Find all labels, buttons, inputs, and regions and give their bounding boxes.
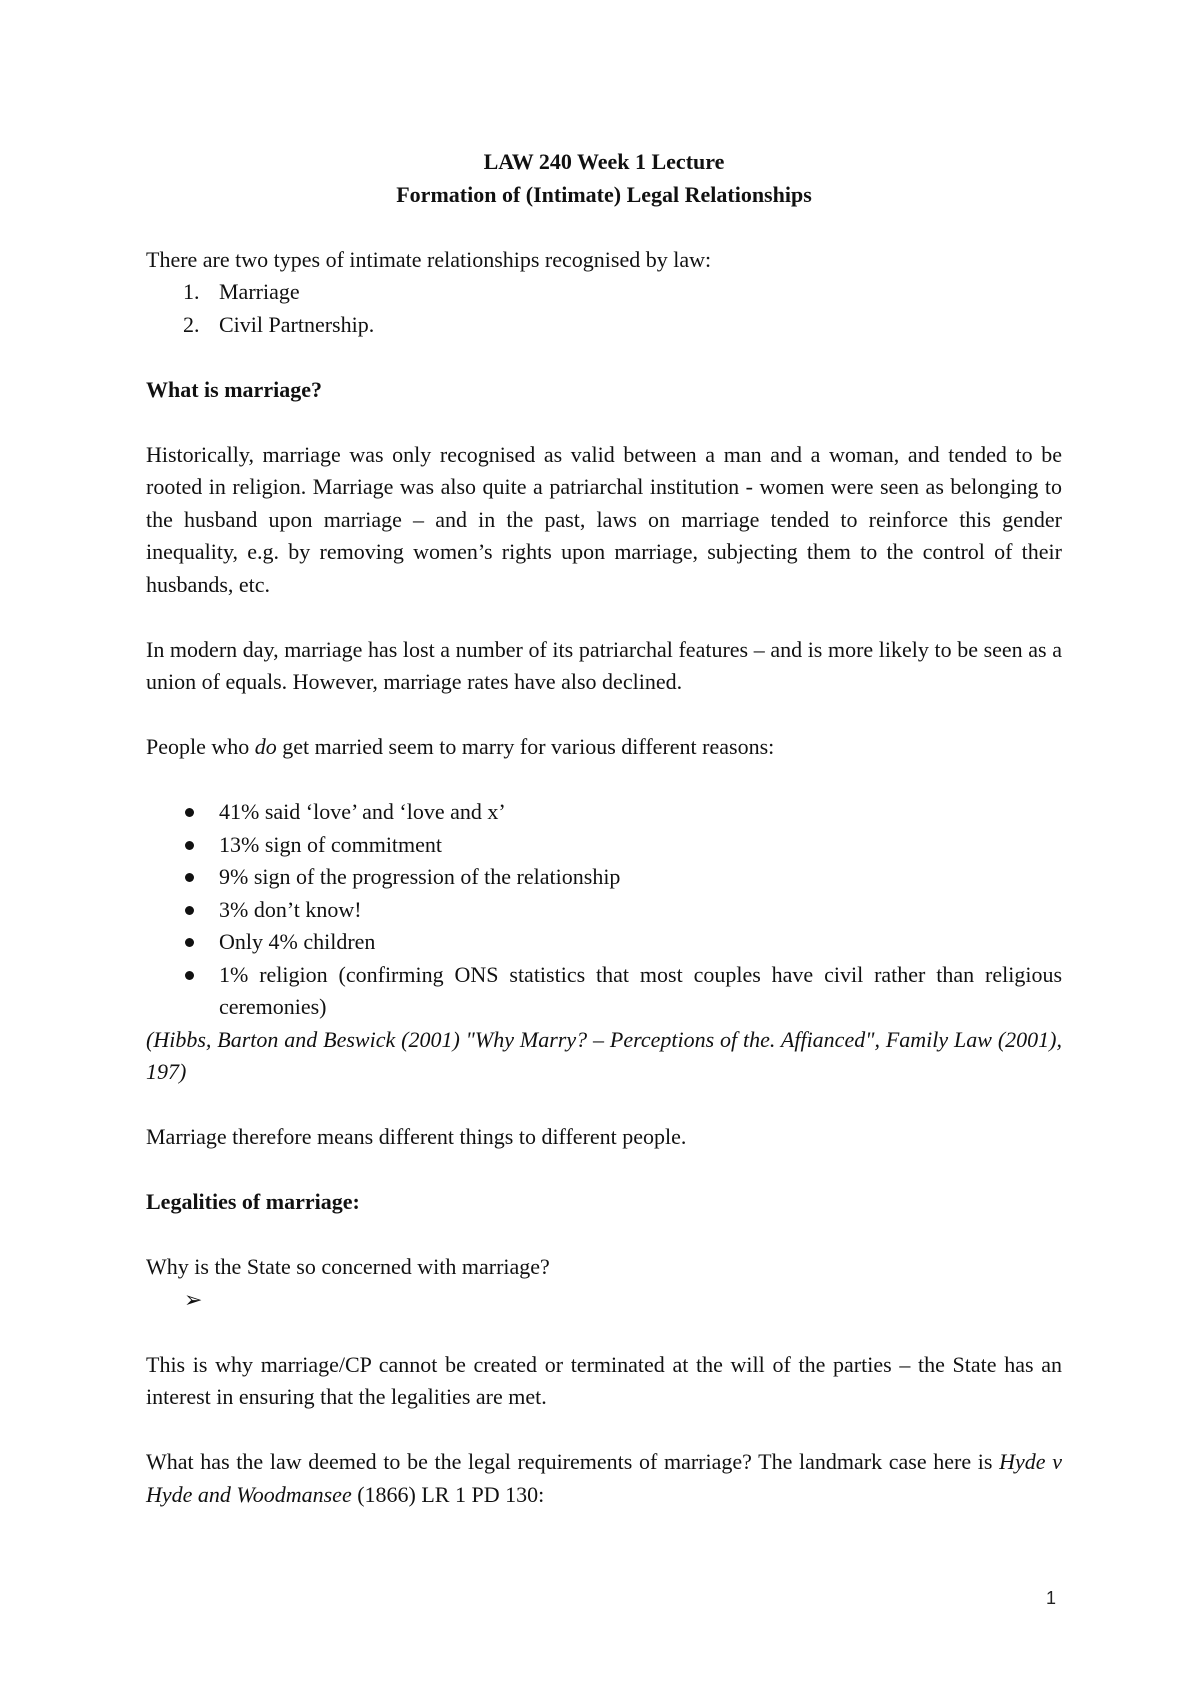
spacer [146, 1316, 1062, 1349]
spacer [146, 764, 1062, 797]
document-title: LAW 240 Week 1 Lecture [483, 149, 725, 174]
document-subtitle: Formation of (Intimate) Legal Relationships [396, 181, 812, 207]
bullet-icon [185, 938, 194, 947]
arrow-bullet-line [146, 1284, 1062, 1317]
text-run: People who [146, 734, 255, 759]
spacer [146, 1219, 1062, 1252]
list-item [146, 861, 1062, 894]
spacer [146, 601, 1062, 634]
paragraph-question: Why is the State so concerned with marriage? [146, 1254, 550, 1279]
spacer [146, 211, 1062, 244]
list-item-label: 13% sign of commitment [219, 831, 443, 857]
text-run: What has the law deemed to be the legal requirements of marriage? The landmark case here is [146, 1449, 1000, 1474]
reasons-list [146, 796, 1062, 1024]
spacer [146, 1414, 1062, 1447]
bullet-icon [185, 841, 194, 850]
paragraph-reasons-intro [146, 731, 1062, 764]
list-item-label: 9% sign of the progression of the relationship [219, 864, 621, 889]
relationship-types-list [146, 276, 1062, 341]
list-item-label: 41% said ‘love’ and ‘love and x’ [219, 799, 506, 824]
spacer [146, 406, 1062, 439]
spacer [146, 699, 1062, 732]
spacer [146, 1089, 1062, 1122]
list-item [146, 894, 1062, 927]
list-item-label: 3% don’t know! [219, 896, 362, 922]
paragraph-legal-requirements [146, 1446, 1062, 1511]
arrow-bullet-icon: ➢ [184, 1286, 203, 1312]
section-heading-marriage: What is marriage? [146, 376, 322, 402]
intro-text: There are two types of intimate relationships recognised by law: [146, 246, 712, 272]
spacer [146, 341, 1062, 374]
list-item [146, 829, 1062, 862]
list-item [146, 796, 1062, 829]
list-number: 1. [183, 279, 200, 304]
list-item-label: Only 4% children [219, 929, 376, 954]
document-body [146, 146, 1062, 1511]
paragraph-modern-day: In modern day, marriage has lost a number of its patriarchal features – and is more likely to be seen as a union of equals. However, marriage rates have also declined. [146, 636, 1062, 694]
list-number: 2. [183, 311, 200, 337]
list-item [146, 276, 1062, 309]
bullet-icon [185, 873, 194, 882]
paragraph-conclusion: Marriage therefore means different things to different people. [146, 1124, 687, 1149]
list-item [146, 959, 1062, 1024]
list-item-label: Civil Partnership. [219, 311, 375, 337]
text-run: (1866) LR 1 PD 130: [351, 1481, 545, 1507]
list-item [146, 309, 1062, 342]
page-number: 1 [1046, 1588, 1057, 1608]
list-item [146, 926, 1062, 959]
citation: (Hibbs, Barton and Beswick (2001) "Why Marry? – Perceptions of the. Affianced", Family Law (2001), 197) [146, 1026, 1062, 1084]
text-run: get married seem to marry for various different reasons: [276, 734, 775, 759]
bullet-icon [185, 808, 194, 817]
paragraph-state-interest: This is why marriage/CP cannot be created or terminated at the will of the parties – the State has an interest in ensuring that the legalities are met. [146, 1351, 1062, 1409]
emphasis-text: do [254, 734, 277, 759]
case-name: Hyde v Hyde and Woodmansee [146, 1449, 1062, 1507]
list-item-label: Marriage [219, 279, 300, 304]
list-item-label: 1% religion (confirming ONS statistics that most couples have civil rather than religious ceremonies) [219, 961, 1062, 1019]
spacer [146, 1154, 1062, 1187]
section-heading-legalities: Legalities of marriage: [146, 1189, 360, 1214]
paragraph-history: Historically, marriage was only recognised as valid between a man and a woman, and tended to be rooted in religion. Marriage was also quite a patriarchal institution - women were seen as belonging to the husband upon marriage – and in the past, laws on marriage tended to reinforce this gender inequality, e.g. by removing women’s rights upon marriage, subjecting them to the control of their husbands, etc. [146, 441, 1062, 597]
bullet-icon [185, 906, 194, 915]
bullet-icon [185, 971, 194, 980]
